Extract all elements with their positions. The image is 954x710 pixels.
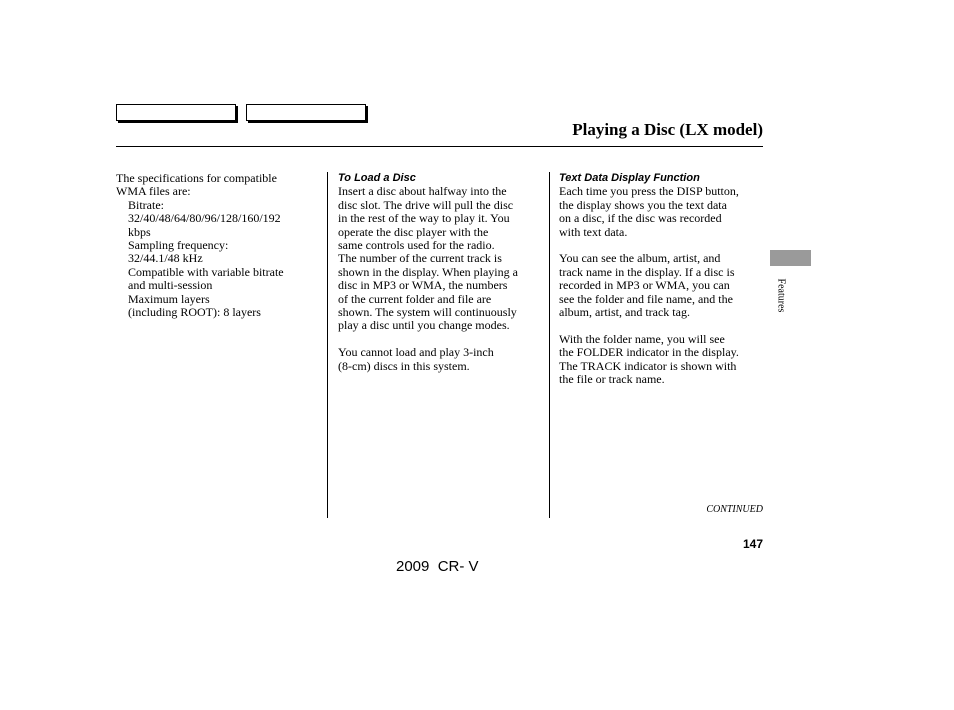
wma-spec-layers: Maximum layers (including ROOT): 8 layers (128, 291, 261, 320)
column-divider (327, 172, 328, 518)
footer-model-label: 2009 CR- V (396, 558, 479, 575)
wma-spec-bitrate: Bitrate: 32/40/48/64/80/96/128/160/192 kbps (128, 197, 281, 239)
column-load-disc (338, 172, 543, 373)
nav-button-previous[interactable] (116, 104, 236, 121)
text-display-paragraph-2: You can see the album, artist, and track name in the display. If a disc is recorded in MP3 or WMA, you can see the folder and file name, and the album, artist, and track tag. (559, 251, 735, 320)
column-divider (549, 172, 550, 518)
disc-size-note: You cannot load and play 3-inch (8-cm) discs in this system. (338, 345, 494, 373)
nav-button-next[interactable] (246, 104, 366, 121)
text-display-heading: Text Data Display Function (559, 172, 700, 184)
column-wma-specs (116, 172, 321, 319)
load-disc-heading: To Load a Disc (338, 172, 416, 184)
text-display-paragraph-3: With the folder name, you will see the FOLDER indicator in the display. The TRACK indicator is shown with the file or track name. (559, 331, 739, 387)
wma-spec-sampling: Sampling frequency: 32/44.1/48 kHz (128, 238, 229, 266)
column-text-display (559, 172, 769, 386)
section-tab[interactable] (770, 250, 811, 266)
title-divider (116, 146, 763, 147)
text-display-paragraph-1: Each time you press the DISP button, the display shows you the text data on a disc, if the disc was recorded with text data. (559, 184, 739, 239)
page-number: 147 (742, 537, 763, 551)
page-title: Playing a Disc (LX model) (572, 120, 763, 139)
wma-spec-vbr: Compatible with variable bitrate and multi-session (128, 264, 284, 293)
continued-label: CONTINUED (706, 504, 763, 515)
load-disc-paragraph: Insert a disc about halfway into the disc slot. The drive will pull the disc in the rest of the way to play it. You operate the disc player with the same controls used for the radio. The number of the current track is shown in the display. When playing a disc in MP3 or WMA, the numbers of the current folder and file are shown. The system will continuously play a disc until you change modes. (338, 184, 518, 333)
section-label: Features (775, 278, 787, 313)
wma-intro: The specifications for compatible WMA files are: (116, 171, 277, 199)
